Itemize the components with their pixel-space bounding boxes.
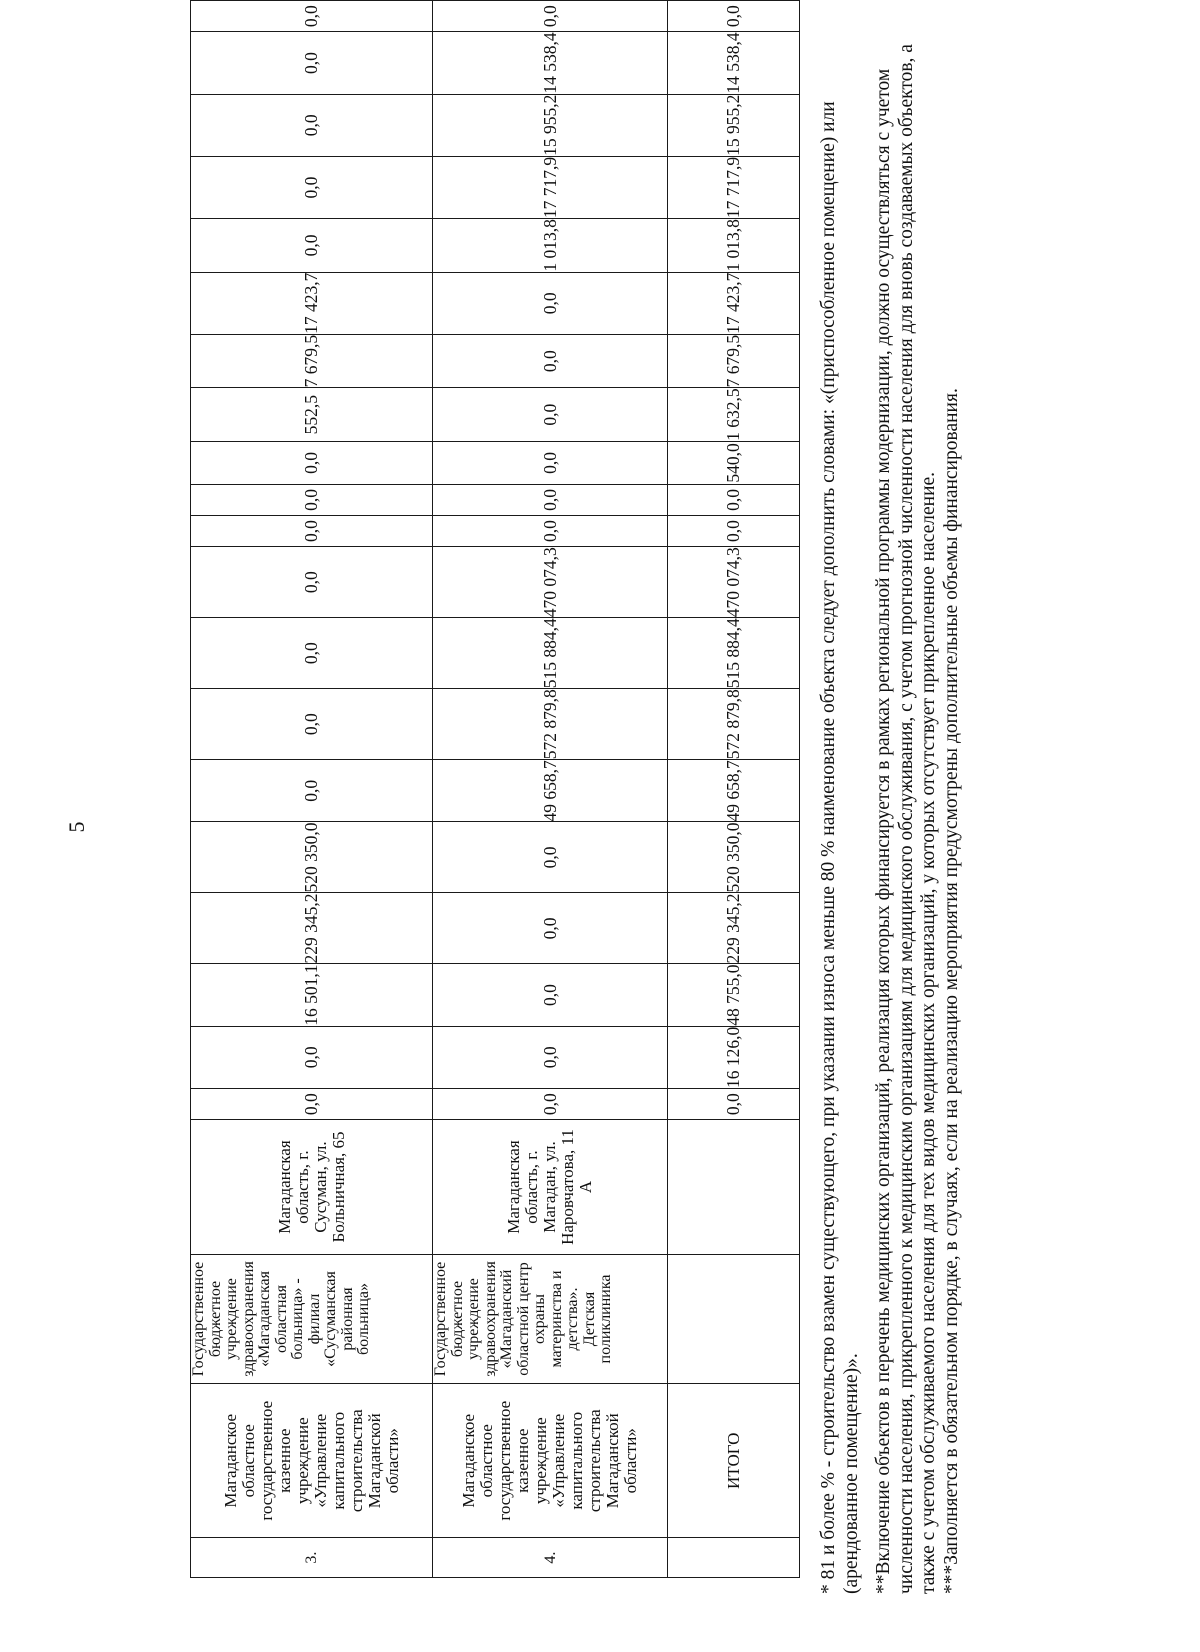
value-cell: 16 126,0 <box>668 1026 800 1088</box>
value-cell: 470 074,3 <box>433 547 668 618</box>
value-cell: 0,0 <box>433 515 668 546</box>
footnote-3: ***Заполняется в обязательном порядке, в случаях, если на реализацию мероприятия предусмотрены дополнительные объемы финансирования. <box>940 388 962 1594</box>
value-cell: 520 350,0 <box>668 822 800 893</box>
customer-cell: ИТОГО <box>668 1384 800 1538</box>
value-cell: 0,0 <box>191 219 433 273</box>
address-cell: Магаданская область, г. Сусуман, ул. Больничная, 65 <box>191 1120 433 1254</box>
value-cell: 0,0 <box>191 1 433 32</box>
value-cell: 1 013,8 <box>433 219 668 273</box>
value-cell: 0,0 <box>433 272 668 334</box>
footnote-1: * 81 и более % - строительство взамен существующего, при указании износа меньше 80 % наименование объекта следует дополнить словами: «(приспособленное помещение) или (арендованное помещение)». <box>818 101 862 1594</box>
value-cell: 515 884,4 <box>433 618 668 689</box>
address-cell: Магаданская область, г. Магадан, ул. Наровчатова, 11 А <box>433 1120 668 1254</box>
table-row <box>191 1 433 1578</box>
value-cell: 0,0 <box>191 32 433 94</box>
value-cell: 0,0 <box>191 689 433 760</box>
address-cell <box>668 1120 800 1254</box>
value-cell: 48 755,0 <box>668 964 800 1026</box>
row-index-cell: 4. <box>433 1538 668 1578</box>
value-cell: 0,0 <box>191 156 433 218</box>
institution-cell: Государственное бюджетное учреждение здравоохранения «Магаданский областной центр охраны материнства и детства». Детская поликлиника <box>433 1254 668 1383</box>
value-cell: 540,0 <box>668 441 800 484</box>
value-cell: 229 345,2 <box>668 893 800 964</box>
funding-table <box>190 0 800 1578</box>
value-cell: 0,0 <box>433 441 668 484</box>
value-cell: 515 884,4 <box>668 618 800 689</box>
value-cell: 0,0 <box>668 1088 800 1119</box>
value-cell: 14 538,4 <box>668 32 800 94</box>
value-cell: 0,0 <box>191 1088 433 1119</box>
value-cell: 229 345,2 <box>191 893 433 964</box>
value-cell: 7 679,5 <box>668 334 800 388</box>
value-cell: 14 538,4 <box>433 32 668 94</box>
page-number: 5 <box>64 821 89 833</box>
value-cell: 15 955,2 <box>668 94 800 156</box>
row-index-cell <box>668 1538 800 1578</box>
value-cell: 0,0 <box>433 1088 668 1119</box>
value-cell: 17 717,9 <box>433 156 668 218</box>
value-cell: 552,5 <box>191 388 433 442</box>
value-cell: 0,0 <box>191 515 433 546</box>
value-cell: 0,0 <box>668 484 800 515</box>
value-cell: 15 955,2 <box>433 94 668 156</box>
value-cell: 49 658,7 <box>668 760 800 822</box>
value-cell: 16 501,1 <box>191 964 433 1026</box>
value-cell: 572 879,8 <box>433 689 668 760</box>
value-cell: 1 013,8 <box>668 219 800 273</box>
value-cell: 0,0 <box>191 760 433 822</box>
footnotes <box>818 34 963 1594</box>
value-cell: 0,0 <box>191 1026 433 1088</box>
value-cell: 17 423,7 <box>668 272 800 334</box>
value-cell: 0,0 <box>433 893 668 964</box>
value-cell: 0,0 <box>433 822 668 893</box>
value-cell: 0,0 <box>433 1026 668 1088</box>
value-cell: 0,0 <box>191 484 433 515</box>
value-cell: 520 350,0 <box>191 822 433 893</box>
value-cell: 0,0 <box>433 484 668 515</box>
row-index-cell: 3. <box>191 1538 433 1578</box>
value-cell: 7 679,5 <box>191 334 433 388</box>
value-cell: 572 879,8 <box>668 689 800 760</box>
value-cell: 17 423,7 <box>191 272 433 334</box>
value-cell: 0,0 <box>433 388 668 442</box>
value-cell: 470 074,3 <box>668 547 800 618</box>
value-cell: 17 717,9 <box>668 156 800 218</box>
footnote-2: **Включение объектов в перечень медицинских организаций, реализация которых финансируется в рамках региональной программы модернизации, должно осуществляться с учетом численности населения, прикрепленного к медицинским организациям для медицинского обслуживания, с учетом прогнозной численности населения для вновь создаваемых объектов, а также с учетом обслуживаемого населения для тех видов медицинских организаций, у которых отсутствует прикрепленное население. <box>873 44 939 1594</box>
value-cell: 0,0 <box>191 441 433 484</box>
value-cell: 1 632,5 <box>668 388 800 442</box>
customer-cell: Магаданское областное государственное казенное учреждение «Управление капитального строительства Магаданской области» <box>433 1384 668 1538</box>
value-cell: 0,0 <box>433 334 668 388</box>
value-cell: 0,0 <box>433 1 668 32</box>
value-cell: 0,0 <box>668 1 800 32</box>
value-cell: 0,0 <box>191 618 433 689</box>
value-cell: 0,0 <box>191 94 433 156</box>
value-cell: 0,0 <box>191 547 433 618</box>
value-cell: 0,0 <box>433 964 668 1026</box>
table-row <box>433 1 668 1578</box>
customer-cell: Магаданское областное государственное казенное учреждение «Управление капитального строительства Магаданской области» <box>191 1384 433 1538</box>
institution-cell <box>668 1254 800 1383</box>
value-cell: 0,0 <box>668 515 800 546</box>
value-cell: 49 658,7 <box>433 760 668 822</box>
institution-cell: Государственное бюджетное учреждение здравоохранения «Магаданская областная больница» - филиал «Сусуманская районная больница» <box>191 1254 433 1383</box>
total-row <box>668 1 800 1578</box>
